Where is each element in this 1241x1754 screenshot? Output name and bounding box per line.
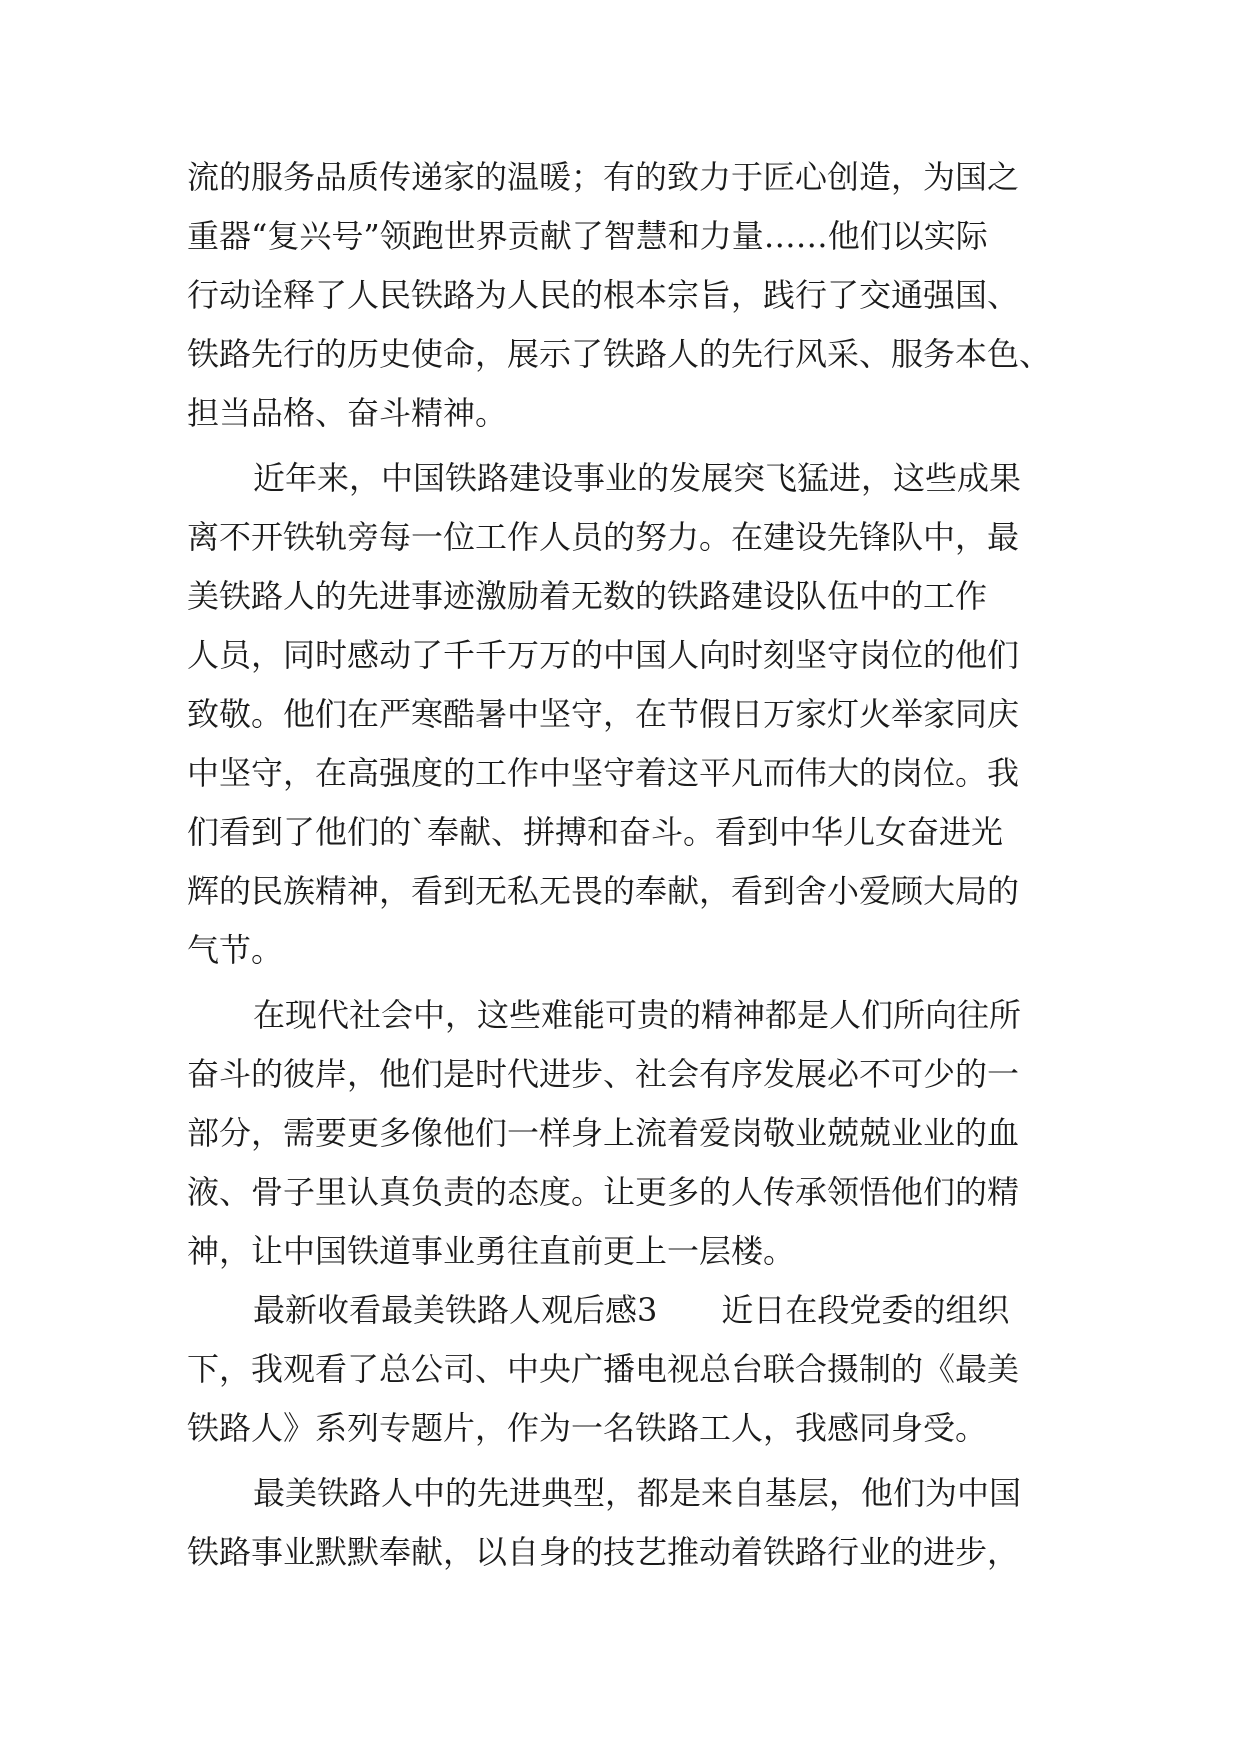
text-line: 们看到了他们的`奉献、拼搏和奋斗。看到中华儿女奋进光 [187, 813, 1004, 851]
text-line: 奋斗的彼岸，他们是时代进步、社会有序发展必不可少的一 [187, 1055, 1020, 1093]
text-line: 液、骨子里认真负责的态度。让更多的人传承领悟他们的精 [187, 1173, 1020, 1211]
text-line: 重器“复兴号”领跑世界贡献了智慧和力量……他们以实际 [187, 217, 988, 255]
text-line: 致敬。他们在严寒酷暑中坚守，在节假日万家灯火举家同庆 [187, 695, 1020, 733]
text-line: 铁路事业默默奉献，以自身的技艺推动着铁路行业的进步， [187, 1533, 1020, 1571]
text-line: 美铁路人的先进事迹激励着无数的铁路建设队伍中的工作 [187, 577, 988, 615]
text-line: 神，让中国铁道事业勇往直前更上一层楼。 [187, 1232, 796, 1270]
text-line: 辉的民族精神，看到无私无畏的奉献，看到舍小爱顾大局的 [187, 872, 1020, 910]
text-line: 中坚守，在高强度的工作中坚守着这平凡而伟大的岗位。我 [187, 754, 1020, 792]
text-line: 近年来，中国铁路建设事业的发展突飞猛进，这些成果 [253, 459, 1022, 497]
text-line: 铁路先行的历史使命，展示了铁路人的先行风采、服务本色、 [187, 335, 1052, 373]
text-line: 离不开铁轨旁每一位工作人员的努力。在建设先锋队中，最 [187, 518, 1020, 556]
text-line: 最新收看最美铁路人观后感3 近日在段党委的组织 [253, 1291, 1010, 1329]
text-line: 部分，需要更多像他们一样身上流着爱岗敬业兢兢业业的血 [187, 1114, 1020, 1152]
text-line: 在现代社会中，这些难能可贵的精神都是人们所向往所 [253, 996, 1022, 1034]
text-line: 最美铁路人中的先进典型，都是来自基层，他们为中国 [253, 1474, 1022, 1512]
text-line: 流的服务品质传递家的温暖；有的致力于匠心创造，为国之 [187, 158, 1020, 196]
text-line: 担当品格、奋斗精神。 [187, 394, 508, 432]
document-body [187, 148, 1067, 1582]
text-line: 人员，同时感动了千千万万的中国人向时刻坚守岗位的他们 [187, 636, 1020, 674]
text-line: 气节。 [187, 931, 284, 969]
text-line: 铁路人》系列专题片，作为一名铁路工人，我感同身受。 [187, 1409, 988, 1447]
text-line: 下，我观看了总公司、中央广播电视总台联合摄制的《最美 [187, 1350, 1020, 1388]
text-line: 行动诠释了人民铁路为人民的根本宗旨，践行了交通强国、 [187, 276, 1020, 314]
